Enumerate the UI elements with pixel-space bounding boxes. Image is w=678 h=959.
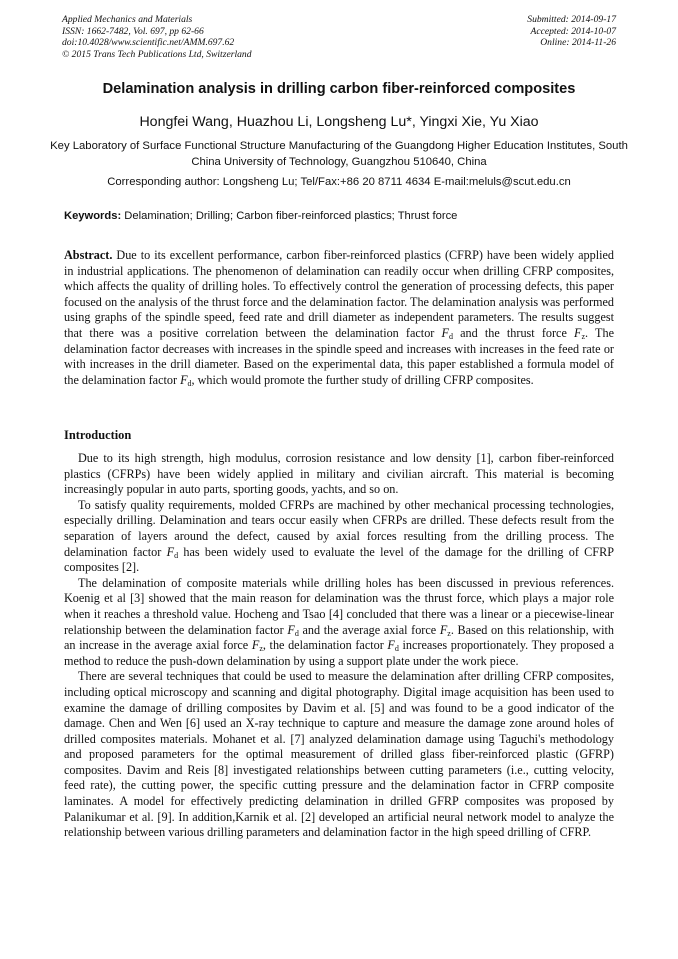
date-online: Online: 2014-11-26 bbox=[540, 37, 616, 48]
paragraph-text: , the delamination factor bbox=[262, 638, 388, 653]
paragraph bbox=[64, 498, 614, 576]
paragraph: Due to its high strength, high modulus, corrosion resistance and low density [1], carbon fiber-reinforced plastics (CFRPs) have been widely applied in military and civilian aircraft. This material is becoming increasingly popular in auto parts, sporting goods, yachts, and so on. bbox=[64, 451, 614, 497]
date-submitted: Submitted: 2014-09-17 bbox=[527, 14, 616, 25]
symbol-f: F bbox=[287, 622, 295, 637]
journal-header bbox=[62, 14, 616, 60]
symbol-f: F bbox=[387, 638, 395, 653]
paragraph bbox=[64, 576, 614, 670]
author-list: Hongfei Wang, Huazhou Li, Longsheng Lu*, Yingxi Xie, Yu Xiao bbox=[139, 114, 539, 130]
date-accepted: Accepted: 2014-10-07 bbox=[530, 25, 616, 37]
abstract-label: Abstract. bbox=[64, 248, 113, 262]
subscript: z bbox=[447, 628, 451, 638]
subscript: d bbox=[187, 378, 192, 388]
symbol-f: F bbox=[166, 544, 175, 559]
symbol-f: F bbox=[439, 622, 448, 637]
journal-copyright: © 2015 Trans Tech Publications Ltd, Switzerland bbox=[62, 48, 252, 60]
subscript: d bbox=[448, 331, 453, 341]
subscript: d bbox=[394, 644, 399, 654]
paper-title: Delamination analysis in drilling carbon fiber-reinforced composites bbox=[102, 81, 576, 97]
corresponding-author: Corresponding author: Longsheng Lu; Tel/Fax:+86 20 8711 4634 E-mail:meluls@scut.edu.cn bbox=[107, 176, 571, 188]
paragraph-text: To satisfy quality requirements, molded CFRPs are machined by other mechanical processing technologies, especially drilling. Delamination and tears occur easily when CFRPs are drilled. These defects result from the separation of layers around the defect, caused by axial forces resulting from the drilling process. The delamination factor bbox=[64, 497, 614, 559]
subscript: z bbox=[581, 331, 586, 341]
symbol-f: F bbox=[441, 325, 449, 340]
introduction-body bbox=[64, 451, 614, 841]
abstract-text: and the thrust force bbox=[452, 325, 575, 340]
abstract bbox=[64, 248, 614, 388]
paragraph-text: . Based on this relationship, with an increase in the average axial force bbox=[64, 622, 614, 653]
abstract-text: . The delamination factor decreases with increases in the spindle speed and increases with increases in the feed rate or with increases in the drill diameter. Based on the experimental data, this paper established a formula model of the delamination factor bbox=[64, 325, 614, 387]
publication-dates bbox=[527, 14, 616, 49]
journal-doi[interactable]: doi:10.4028/www.scientific.net/AMM.697.62 bbox=[62, 37, 235, 48]
subscript: d bbox=[174, 550, 179, 560]
symbol-f: F bbox=[574, 325, 582, 340]
affiliation: Key Laboratory of Surface Functional Structure Manufacturing of the Guangdong Higher Education Institutes, South China University of Technology, Guangzhou 510640, China bbox=[50, 140, 628, 168]
journal-name: Applied Mechanics and Materials bbox=[62, 14, 193, 25]
paragraph: There are several techniques that could be used to measure the delamination after drilling CFRP composites, including optical microscopy and scanning and digital photography. Digital image acquisition has been used to examine the damage of drilling composites by Davim et al. [5] and was found to be a good indicator of the damage. Chen and Wen [6] used an X-ray technique to capture and measure the damage zone around holes of drilled composites materials. Mohanet et al. [7] analyzed delamination damage using Taguchi's methodology and proposed parameters for the optimal measurement of drilled glass fiber-reinforced plastic (GFRP) composites. Davim and Reis [8] investigated relationships between cutting parameters (i.e., cutting velocity, feed rate), the cutting power, the specific cutting pressure and the delamination factor in CFRP composite laminates. A model for effectively predicting delamination in drilled GFRP composites was proposed by Palanikumar et al. [9]. In addition,Karnik et al. [2] developed an artificial neural network model to analyze the relationship between various drilling parameters and delamination factor in the high speed drilling of CFRP. bbox=[64, 669, 614, 840]
abstract-text: Due to its excellent performance, carbon fiber-reinforced plastics (CFRP) have been widely applied in industrial applications. The phenomenon of delamination can readily occur when drilling CFRP composites, which affects the quality of drilling holes. To effectively control the generation of processing defects, this paper focused on the analysis of the thrust force and the delamination factor. The delamination analysis was performed using graphs of the spindle speed, feed rate and drill diameter as independent parameters. The results suggest that there was a positive correlation between the delamination factor bbox=[64, 248, 614, 340]
journal-issn: ISSN: 1662-7482, Vol. 697, pp 62-66 bbox=[62, 25, 204, 37]
symbol-f: F bbox=[180, 372, 188, 387]
paragraph-text: increases proportionately. They proposed a method to reduce the push-down delamination by using a support plate under the work piece. bbox=[64, 638, 615, 668]
keywords-label: Keywords: bbox=[64, 210, 122, 222]
keywords bbox=[64, 210, 614, 222]
section-heading-introduction: Introduction bbox=[64, 428, 132, 442]
paragraph-text: The delamination of composite materials while drilling holes has been discussed in previous references. Koenig et al [3] showed that the main reason for delamination was the thrust force, which plays a major role when it reaches a threshold value. Hocheng and Tsao [4] concluded that there was a linear or a piecewise-linear relationship between the delamination factor bbox=[64, 575, 614, 637]
subscript: d bbox=[294, 628, 299, 638]
abstract-text: , which would promote the further study of drilling CFRP composites. bbox=[191, 372, 534, 387]
keywords-text: Delamination; Drilling; Carbon fiber-reinforced plastics; Thrust force bbox=[121, 210, 458, 222]
paragraph-text: and the average axial force bbox=[298, 622, 440, 637]
subscript: z bbox=[259, 644, 263, 654]
paragraph-text: has been widely used to evaluate the level of the damage for the drilling of CFRP composites [2]. bbox=[64, 544, 614, 575]
symbol-f: F bbox=[251, 638, 260, 653]
journal-info bbox=[62, 14, 252, 60]
